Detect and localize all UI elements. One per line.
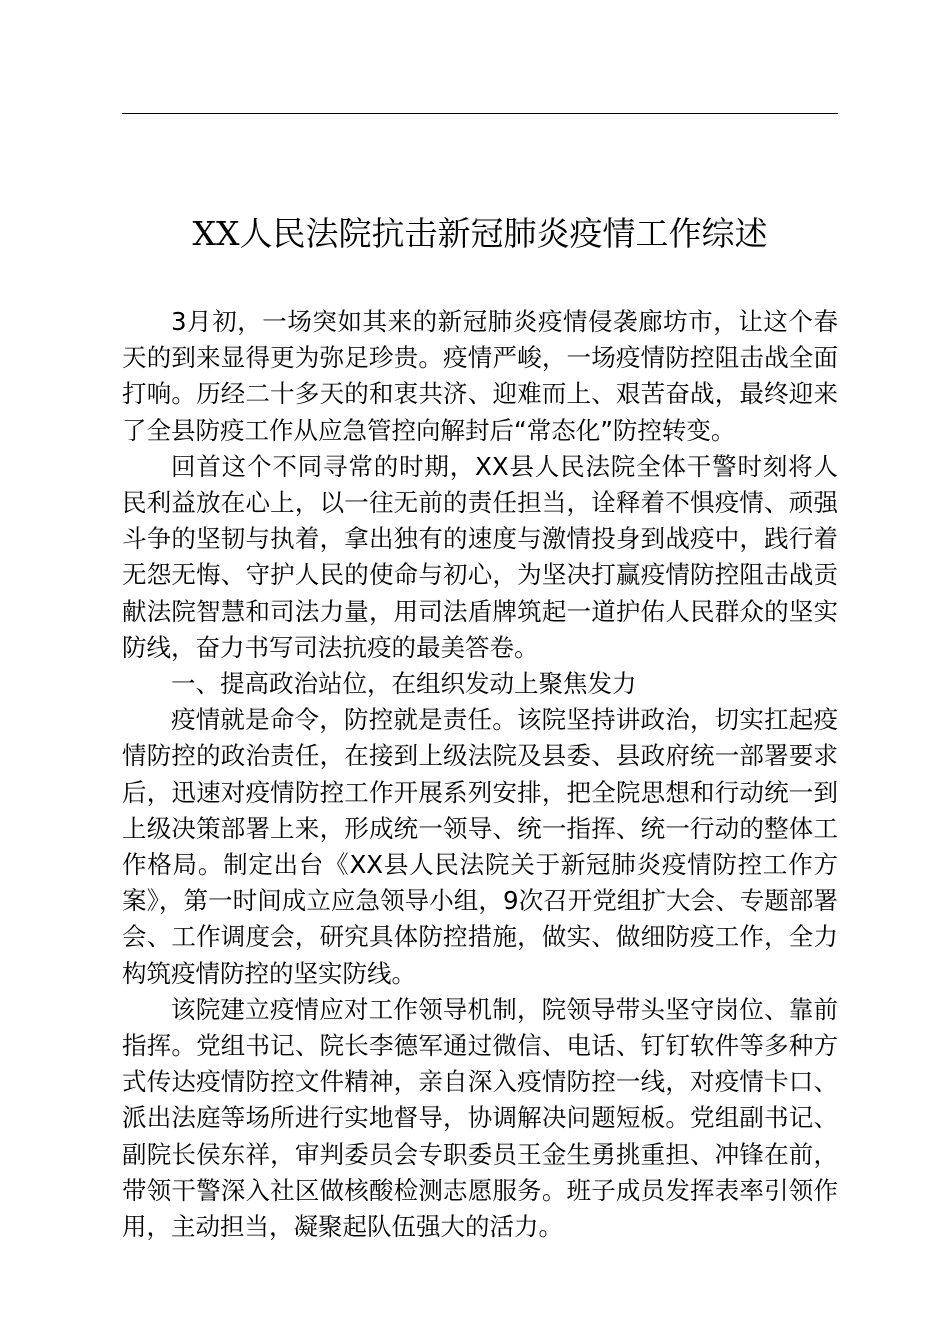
paragraph-leadership: 该院建立疫情应对工作领导机制，院领导带头坚守岗位、靠前指挥。党组书记、院长李德军通过微信、电话、钉钉软件等多种方式传达疫情防控文件精神，亲自深入疫情防控一线，对疫情卡口、派出法庭等场所进行实地督导，协调解决问题短板。党组副书记、副院长侯东祥，审判委员会专职委员王金生勇挑重担、冲锋在前，带领干警深入社区做核酸检测志愿服务。班子成员发挥表率引领作用，主动担当，凝聚起队伍强大的活力。 bbox=[122, 994, 838, 1242]
paragraph-intro: 3月初，一场突如其来的新冠肺炎疫情侵袭廊坊市，让这个春天的到来显得更为弥足珍贵。疫情严峻，一场疫情防控阻击战全面打响。历经二十多天的和衷共济、迎难而上、艰苦奋战，最终迎来了全县防疫工作从应急管控向解封后“常态化”防控转变。 bbox=[122, 307, 838, 445]
paragraph-review: 回首这个不同寻常的时期，XX县人民法院全体干警时刻将人民利益放在心上，以一往无前的责任担当，诠释着不惧疫情、顽强斗争的坚韧与执着，拿出独有的速度与激情投身到战疫中，践行着无怨无悔、守护人民的使命与初心，为坚决打赢疫情防控阻击战贡献法院智慧和司法力量，用司法盾牌筑起一道护佑人民群众的坚实防线，奋力书写司法抗疫的最美答卷。 bbox=[122, 451, 838, 662]
header-rule bbox=[122, 113, 838, 114]
document-body bbox=[122, 304, 838, 1245]
paragraph-organization: 疫情就是命令，防控就是责任。该院坚持讲政治，切实扛起疫情防控的政治责任，在接到上级法院及县委、县政府统一部署要求后，迅速对疫情防控工作开展系列安排，把全院思想和行动统一到上级决策部署上来，形成统一领导、统一指挥、统一行动的整体工作格局。制定出台《XX县人民法院关于新冠肺炎疫情防控工作方案》，第一时间成立应急领导小组，9次召开党组扩大会、专题部署会、工作调度会，研究具体防控措施，做实、做细防疫工作，全力构筑疫情防控的坚实防线。 bbox=[122, 705, 838, 988]
document-title: XX人民法院抗击新冠肺炎疫情工作综述 bbox=[192, 214, 768, 253]
section-heading-1: 一、提高政治站位，在组织发动上聚焦发力 bbox=[171, 669, 637, 699]
